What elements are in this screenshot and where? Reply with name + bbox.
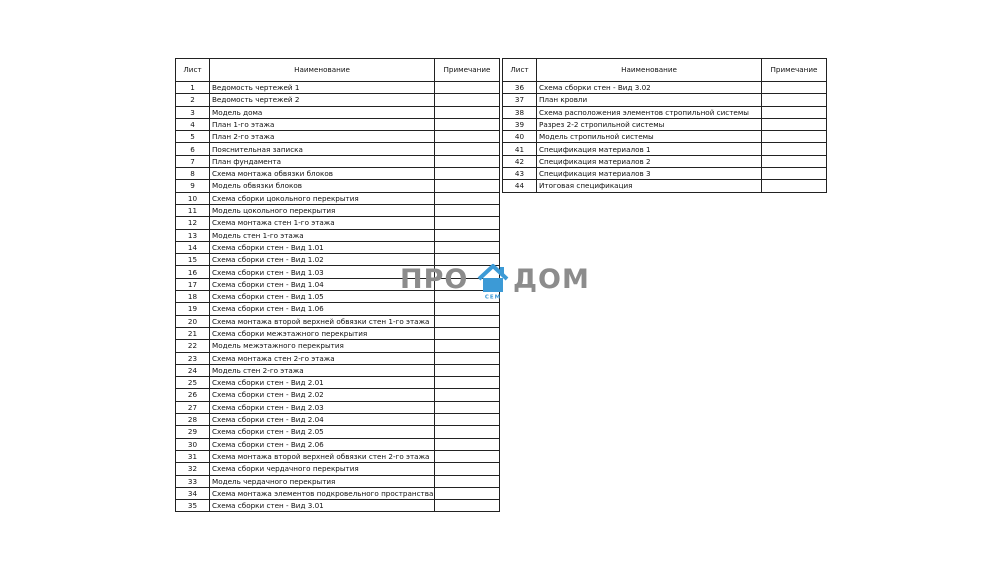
sheet-name-cell: Схема сборки стен - Вид 1.06 bbox=[210, 303, 435, 315]
note-cell bbox=[762, 118, 827, 130]
sheet-number-cell: 33 bbox=[176, 475, 210, 487]
sheet-number-cell: 29 bbox=[176, 426, 210, 438]
logo-small-text: СЕМ bbox=[484, 294, 502, 300]
sheet-number-cell: 42 bbox=[503, 155, 537, 167]
sheet-number-cell: 14 bbox=[176, 241, 210, 253]
sheet-name-cell: Разрез 2-2 стропильной системы bbox=[537, 118, 762, 130]
sheet-name-cell: Модель дома bbox=[210, 106, 435, 118]
sheet-name-cell: Схема сборки чердачного перекрытия bbox=[210, 463, 435, 475]
sheet-number-cell: 35 bbox=[176, 500, 210, 512]
sheet-number-cell: 31 bbox=[176, 450, 210, 462]
note-cell bbox=[435, 303, 500, 315]
sheet-name-cell: Схема сборки стен - Вид 2.05 bbox=[210, 426, 435, 438]
table-row bbox=[176, 229, 500, 241]
sheet-number-cell: 17 bbox=[176, 278, 210, 290]
sheet-number-cell: 36 bbox=[503, 82, 537, 94]
sheet-name-cell: Схема сборки стен - Вид 2.06 bbox=[210, 438, 435, 450]
sheet-name-cell: Схема сборки стен - Вид 1.04 bbox=[210, 278, 435, 290]
sheet-number-cell: 37 bbox=[503, 94, 537, 106]
sheet-number-cell: 21 bbox=[176, 327, 210, 339]
table-row bbox=[503, 168, 827, 180]
table-row bbox=[176, 389, 500, 401]
sheet-name-cell: Схема сборки стен - Вид 1.02 bbox=[210, 254, 435, 266]
sheet-name-cell: Схема сборки стен - Вид 2.02 bbox=[210, 389, 435, 401]
sheet-name-cell: Схема сборки стен - Вид 1.01 bbox=[210, 241, 435, 253]
sheet-name-cell: Модель межэтажного перекрытия bbox=[210, 340, 435, 352]
sheet-number-cell: 12 bbox=[176, 217, 210, 229]
logo-word-right: ДОМ bbox=[513, 264, 590, 295]
sheet-name-cell: Схема монтажа стен 2-го этажа bbox=[210, 352, 435, 364]
sheet-number-cell: 28 bbox=[176, 414, 210, 426]
table-row bbox=[176, 155, 500, 167]
sheet-name-cell: Ведомость чертежей 1 bbox=[210, 82, 435, 94]
note-cell bbox=[435, 426, 500, 438]
note-cell bbox=[435, 414, 500, 426]
table-row bbox=[176, 340, 500, 352]
sheet-number-cell: 25 bbox=[176, 377, 210, 389]
sheet-number-cell: 41 bbox=[503, 143, 537, 155]
sheet-name-cell: Схема монтажа стен 1-го этажа bbox=[210, 217, 435, 229]
sheet-name-cell: Схема сборки стен - Вид 2.04 bbox=[210, 414, 435, 426]
note-cell bbox=[435, 487, 500, 499]
sheet-number-cell: 6 bbox=[176, 143, 210, 155]
table-row bbox=[176, 168, 500, 180]
house-icon bbox=[476, 262, 510, 300]
table-row bbox=[176, 450, 500, 462]
table-row bbox=[176, 352, 500, 364]
sheet-number-cell: 30 bbox=[176, 438, 210, 450]
sheet-number-cell: 19 bbox=[176, 303, 210, 315]
table-row bbox=[503, 106, 827, 118]
note-cell bbox=[762, 131, 827, 143]
table-row bbox=[176, 131, 500, 143]
table-row bbox=[176, 94, 500, 106]
logo-word-left: ПРО bbox=[400, 264, 469, 295]
note-cell bbox=[435, 364, 500, 376]
note-cell bbox=[435, 340, 500, 352]
sheet-number-cell: 13 bbox=[176, 229, 210, 241]
header-name: Наименование bbox=[210, 59, 435, 82]
note-cell bbox=[435, 500, 500, 512]
note-cell bbox=[435, 327, 500, 339]
sheet-name-cell: Схема сборки стен - Вид 1.05 bbox=[210, 291, 435, 303]
table-row bbox=[176, 364, 500, 376]
sheet-name-cell: Схема сборки стен - Вид 2.03 bbox=[210, 401, 435, 413]
header-note: Примечание bbox=[762, 59, 827, 82]
note-cell bbox=[435, 463, 500, 475]
note-cell bbox=[435, 217, 500, 229]
sheet-name-cell: План кровли bbox=[537, 94, 762, 106]
sheet-name-cell: Схема монтажа элементов подкровельного пространства bbox=[210, 487, 435, 499]
note-cell bbox=[435, 131, 500, 143]
sheet-name-cell: Схема сборки стен - Вид 2.01 bbox=[210, 377, 435, 389]
note-cell bbox=[435, 229, 500, 241]
note-cell bbox=[435, 389, 500, 401]
table-row bbox=[503, 143, 827, 155]
sheet-name-cell: Спецификация материалов 2 bbox=[537, 155, 762, 167]
sheet-name-cell: Схема сборки стен - Вид 1.03 bbox=[210, 266, 435, 278]
drawing-list-table-right bbox=[502, 58, 827, 193]
sheet-name-cell: Схема расположения элементов стропильной системы bbox=[537, 106, 762, 118]
table-row bbox=[176, 217, 500, 229]
table-row bbox=[503, 82, 827, 94]
note-cell bbox=[435, 438, 500, 450]
sheet-number-cell: 39 bbox=[503, 118, 537, 130]
sheet-name-cell: Ведомость чертежей 2 bbox=[210, 94, 435, 106]
sheet-number-cell: 24 bbox=[176, 364, 210, 376]
table-row bbox=[176, 463, 500, 475]
sheet-name-cell: Схема монтажа обвязки блоков bbox=[210, 168, 435, 180]
sheet-name-cell: План фундамента bbox=[210, 155, 435, 167]
sheet-number-cell: 18 bbox=[176, 291, 210, 303]
table-row bbox=[176, 241, 500, 253]
table-row bbox=[176, 438, 500, 450]
sheet-number-cell: 22 bbox=[176, 340, 210, 352]
sheet-name-cell: Схема сборки стен - Вид 3.01 bbox=[210, 500, 435, 512]
prodom-logo bbox=[400, 262, 600, 302]
sheet-number-cell: 34 bbox=[176, 487, 210, 499]
table-row bbox=[176, 192, 500, 204]
table-row bbox=[176, 327, 500, 339]
sheet-name-cell: Модель чердачного перекрытия bbox=[210, 475, 435, 487]
sheet-name-cell: План 1-го этажа bbox=[210, 118, 435, 130]
table-row bbox=[176, 303, 500, 315]
table-row bbox=[176, 204, 500, 216]
note-cell bbox=[435, 450, 500, 462]
sheet-number-cell: 2 bbox=[176, 94, 210, 106]
sheet-number-cell: 38 bbox=[503, 106, 537, 118]
note-cell bbox=[435, 82, 500, 94]
note-cell bbox=[435, 106, 500, 118]
sheet-name-cell: Модель стен 2-го этажа bbox=[210, 364, 435, 376]
sheet-number-cell: 1 bbox=[176, 82, 210, 94]
sheet-number-cell: 15 bbox=[176, 254, 210, 266]
sheet-number-cell: 10 bbox=[176, 192, 210, 204]
note-cell bbox=[435, 475, 500, 487]
note-cell bbox=[435, 155, 500, 167]
table-row bbox=[176, 377, 500, 389]
table-row bbox=[176, 401, 500, 413]
sheet-name-cell: Модель стропильной системы bbox=[537, 131, 762, 143]
note-cell bbox=[762, 155, 827, 167]
note-cell bbox=[435, 143, 500, 155]
table-row bbox=[503, 118, 827, 130]
sheet-name-cell: Итоговая спецификация bbox=[537, 180, 762, 192]
table-header-row bbox=[503, 59, 827, 82]
table-header-row bbox=[176, 59, 500, 82]
table-row bbox=[176, 118, 500, 130]
table-row bbox=[176, 82, 500, 94]
table-row bbox=[176, 414, 500, 426]
note-cell bbox=[435, 401, 500, 413]
header-sheet-number: Лист bbox=[503, 59, 537, 82]
header-sheet-number: Лист bbox=[176, 59, 210, 82]
sheet-number-cell: 5 bbox=[176, 131, 210, 143]
sheet-name-cell: Схема монтажа второй верхней обвязки стен 1-го этажа bbox=[210, 315, 435, 327]
table-row bbox=[176, 475, 500, 487]
sheet-name-cell: Схема сборки цокольного перекрытия bbox=[210, 192, 435, 204]
sheet-name-cell: Пояснительная записка bbox=[210, 143, 435, 155]
table-row bbox=[176, 106, 500, 118]
sheet-number-cell: 43 bbox=[503, 168, 537, 180]
sheet-name-cell: План 2-го этажа bbox=[210, 131, 435, 143]
sheet-name-cell: Схема монтажа второй верхней обвязки стен 2-го этажа bbox=[210, 450, 435, 462]
note-cell bbox=[762, 143, 827, 155]
sheet-number-cell: 9 bbox=[176, 180, 210, 192]
sheet-number-cell: 8 bbox=[176, 168, 210, 180]
note-cell bbox=[435, 94, 500, 106]
sheet-name-cell: Схема сборки межэтажного перекрытия bbox=[210, 327, 435, 339]
sheet-name-cell: Модель обвязки блоков bbox=[210, 180, 435, 192]
note-cell bbox=[762, 82, 827, 94]
sheet-name-cell: Схема сборки стен - Вид 3.02 bbox=[537, 82, 762, 94]
sheet-number-cell: 3 bbox=[176, 106, 210, 118]
sheet-number-cell: 16 bbox=[176, 266, 210, 278]
table-row bbox=[176, 315, 500, 327]
note-cell bbox=[435, 192, 500, 204]
header-name: Наименование bbox=[537, 59, 762, 82]
note-cell bbox=[435, 168, 500, 180]
sheet-name-cell: Модель стен 1-го этажа bbox=[210, 229, 435, 241]
table-row bbox=[503, 155, 827, 167]
table-row bbox=[503, 131, 827, 143]
sheet-number-cell: 44 bbox=[503, 180, 537, 192]
sheet-number-cell: 4 bbox=[176, 118, 210, 130]
sheet-name-cell: Спецификация материалов 3 bbox=[537, 168, 762, 180]
sheet-number-cell: 11 bbox=[176, 204, 210, 216]
table-row bbox=[176, 500, 500, 512]
note-cell bbox=[435, 241, 500, 253]
note-cell bbox=[435, 377, 500, 389]
table-row bbox=[176, 487, 500, 499]
note-cell bbox=[435, 352, 500, 364]
table-row bbox=[176, 143, 500, 155]
note-cell bbox=[762, 180, 827, 192]
note-cell bbox=[762, 106, 827, 118]
sheet-number-cell: 20 bbox=[176, 315, 210, 327]
sheet-number-cell: 32 bbox=[176, 463, 210, 475]
sheet-number-cell: 40 bbox=[503, 131, 537, 143]
note-cell bbox=[435, 180, 500, 192]
note-cell bbox=[762, 94, 827, 106]
sheet-number-cell: 27 bbox=[176, 401, 210, 413]
sheet-name-cell: Спецификация материалов 1 bbox=[537, 143, 762, 155]
sheet-name-cell: Модель цокольного перекрытия bbox=[210, 204, 435, 216]
table-row bbox=[503, 180, 827, 192]
note-cell bbox=[435, 315, 500, 327]
sheet-number-cell: 26 bbox=[176, 389, 210, 401]
sheet-number-cell: 7 bbox=[176, 155, 210, 167]
table-row bbox=[176, 180, 500, 192]
header-note: Примечание bbox=[435, 59, 500, 82]
table-row bbox=[503, 94, 827, 106]
note-cell bbox=[435, 118, 500, 130]
sheet-number-cell: 23 bbox=[176, 352, 210, 364]
note-cell bbox=[435, 204, 500, 216]
note-cell bbox=[762, 168, 827, 180]
table-row bbox=[176, 426, 500, 438]
